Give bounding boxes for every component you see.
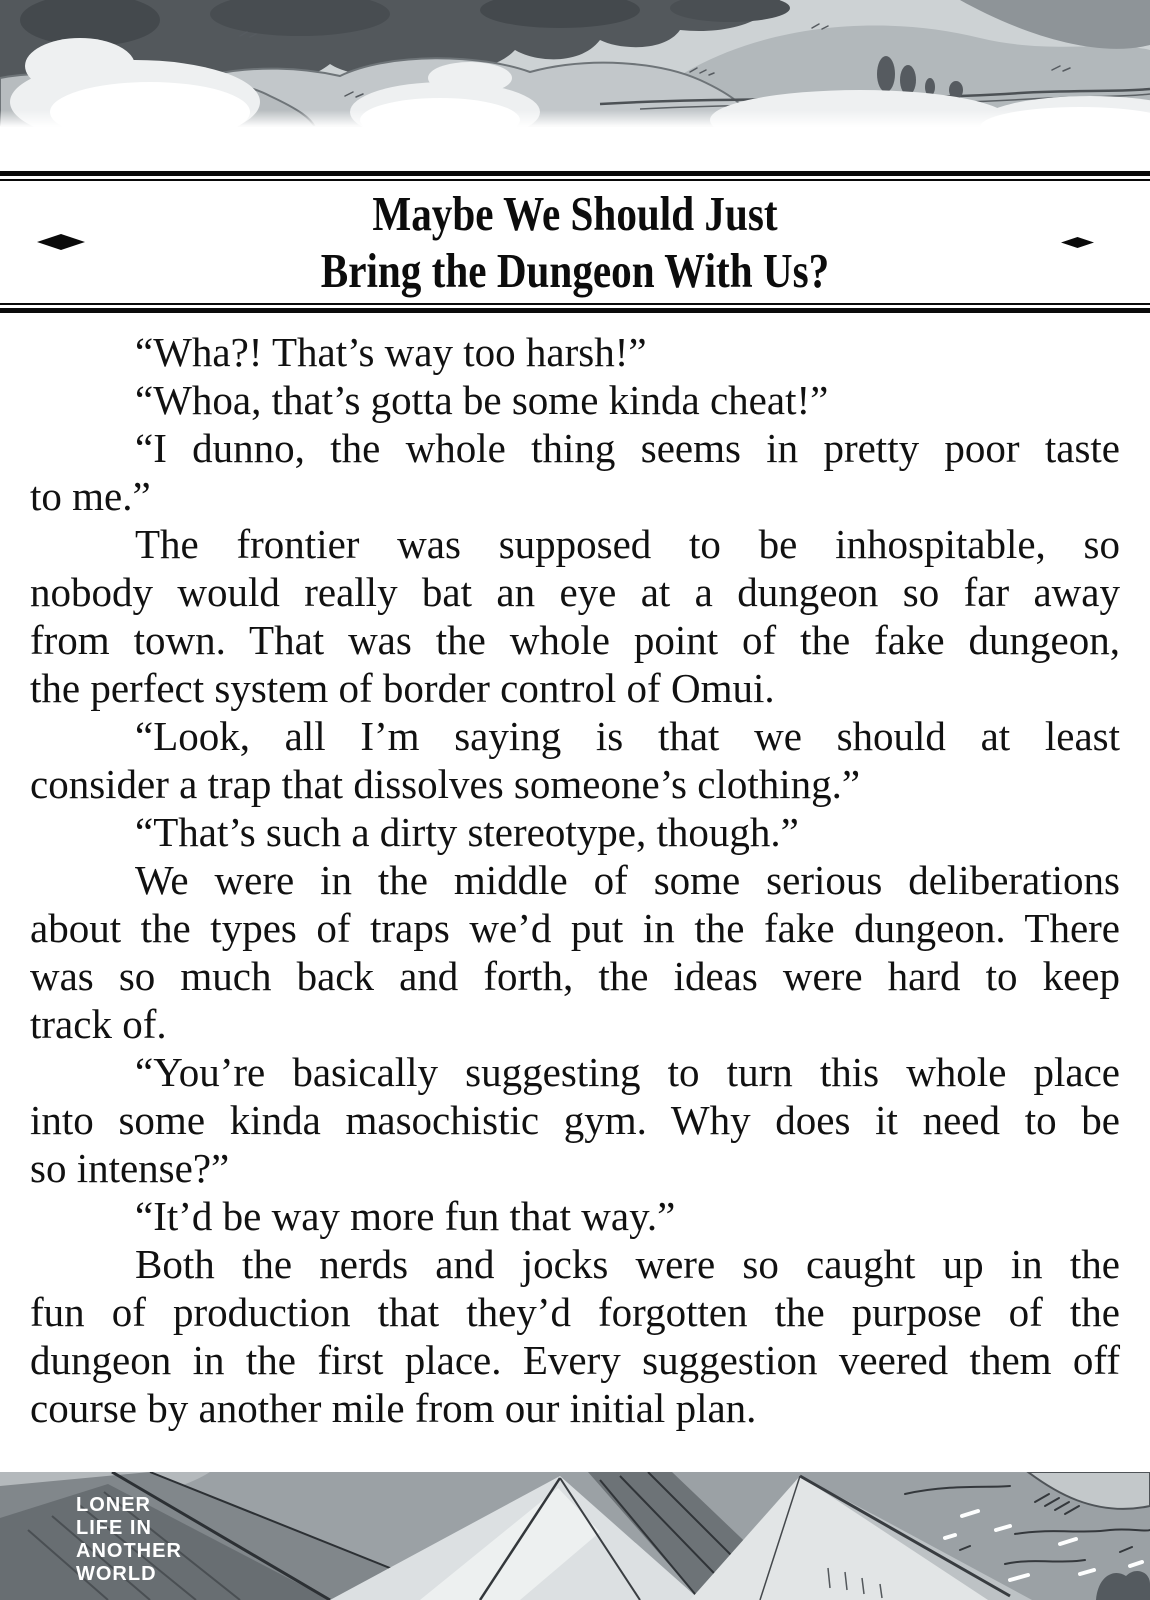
header-rule-bottom-thick [0, 308, 1150, 313]
chapter-title-line-1: Maybe We Should Just [372, 186, 778, 241]
top-banner [0, 0, 1150, 127]
chapter-header [0, 171, 1150, 313]
series-logo-line-1: LONER [76, 1494, 151, 1516]
paragraph: “It’d be way more fun that way.” [135, 1193, 676, 1239]
chapter-title [92, 181, 1058, 303]
series-logo-line-3: ANOTHER [76, 1540, 182, 1562]
paragraph: “That’s such a dirty stereotype, though.” [135, 809, 799, 855]
paragraph: “Wha?! That’s way too harsh!” [135, 329, 647, 375]
series-logo-line-2: LIFE IN [76, 1517, 152, 1539]
paragraph: We were in the middle of some serious deliberations about the types of traps we’d put in the fake dungeon. There was so much back and forth, the ideas were hard to keep track of. [30, 857, 1120, 1047]
header-rule-top-thick [0, 171, 1150, 176]
chapter-title-line-2: Bring the Dungeon With Us? [320, 243, 830, 298]
series-logo-line-4: WORLD [76, 1563, 157, 1585]
paragraph: “Whoa, that’s gotta be some kinda cheat!” [135, 377, 829, 423]
top-banner-art [0, 0, 1150, 127]
paragraph: The frontier was supposed to be inhospitable, so nobody would really bat an eye at a dungeon so far away from town. That was the whole point of the fake dungeon, the perfect system of border control of Omui. [30, 521, 1120, 711]
paragraph: “I dunno, the whole thing seems in pretty poor taste to me.” [30, 425, 1120, 519]
series-logo [76, 1494, 182, 1586]
paragraph: Both the nerds and jocks were so caught up in the fun of production that they’d forgotten the purpose of the dungeon in the first place. Every suggestion veered them off course by another mile from our initial plan. [30, 1241, 1120, 1431]
paragraph: “Look, all I’m saying is that we should at least consider a trap that dissolves someone’s clothing.” [30, 713, 1120, 807]
chapter-body-text [30, 328, 1120, 1432]
header-rule-bottom-thin [0, 303, 1150, 305]
paragraph: “You’re basically suggesting to turn this whole place into some kinda masochistic gym. Why does it need to be so intense?” [30, 1049, 1120, 1191]
